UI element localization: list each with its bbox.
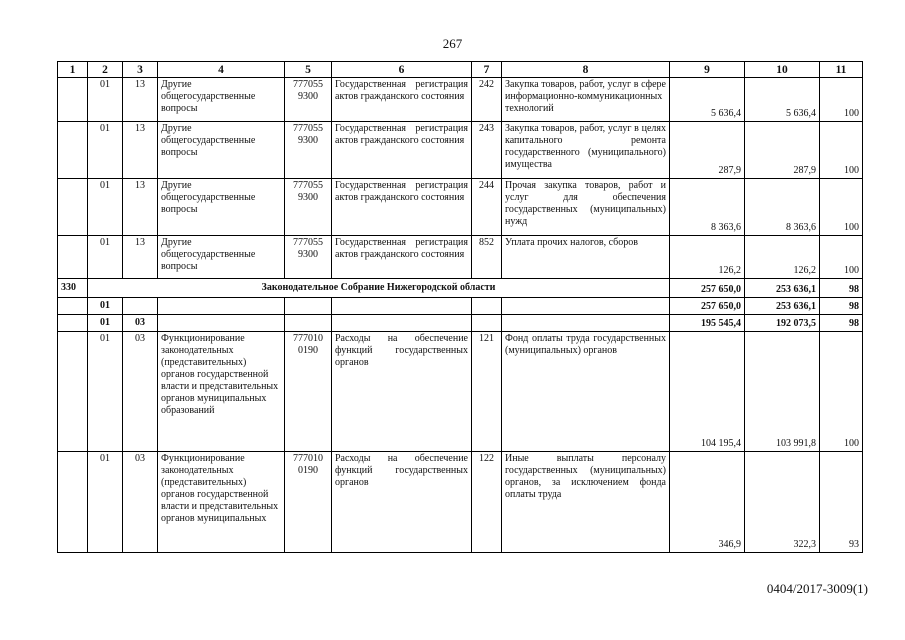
table-row xyxy=(58,236,863,279)
cell-section: 01 xyxy=(88,122,123,179)
cell-target-code: 777055 9300 xyxy=(285,122,332,179)
cell-subsection: 03 xyxy=(123,452,158,553)
table-row xyxy=(58,78,863,122)
cell-actual: 322,3 xyxy=(745,452,820,553)
col-header-3: 3 xyxy=(123,62,158,78)
cell-actual: 8 363,6 xyxy=(745,179,820,236)
cell-c6 xyxy=(332,298,472,315)
cell-c1 xyxy=(58,179,88,236)
cell-subsection-name: Другие общегосударственные вопросы xyxy=(158,122,285,179)
cell-c1 xyxy=(58,236,88,279)
section-code: 01 xyxy=(88,298,123,315)
page-number: 267 xyxy=(442,36,463,51)
org-planned: 257 650,0 xyxy=(670,279,745,298)
cell-expense-code: 242 xyxy=(472,78,502,122)
cell-c3 xyxy=(123,298,158,315)
cell-expense-name: Закупка товаров, работ, услуг в сфере информационно-коммуникационных технологий xyxy=(502,78,670,122)
cell-expense-code: 244 xyxy=(472,179,502,236)
org-percent: 98 xyxy=(820,279,863,298)
cell-expense-code: 121 xyxy=(472,332,502,452)
cell-subsection: 03 xyxy=(123,332,158,452)
cell-c4 xyxy=(158,315,285,332)
cell-c8 xyxy=(502,298,670,315)
cell-c7 xyxy=(472,315,502,332)
cell-target-name: Расходы на обеспечение функций государственных органов xyxy=(332,332,472,452)
cell-section: 01 xyxy=(88,332,123,452)
subsection-actual: 192 073,5 xyxy=(745,315,820,332)
cell-planned: 8 363,6 xyxy=(670,179,745,236)
section-actual: 253 636,1 xyxy=(745,298,820,315)
cell-target-code: 777010 0190 xyxy=(285,332,332,452)
col-header-10: 10 xyxy=(745,62,820,78)
cell-target-name: Государственная регистрация актов гражданского состояния xyxy=(332,236,472,279)
cell-planned: 5 636,4 xyxy=(670,78,745,122)
table-row xyxy=(58,332,863,452)
col-header-9: 9 xyxy=(670,62,745,78)
cell-section: 01 xyxy=(88,236,123,279)
cell-target-name: Расходы на обеспечение функций государственных органов xyxy=(332,452,472,553)
cell-target-code: 777055 9300 xyxy=(285,236,332,279)
org-total-row xyxy=(58,279,863,298)
cell-c7 xyxy=(472,298,502,315)
col-header-11: 11 xyxy=(820,62,863,78)
col-header-2: 2 xyxy=(88,62,123,78)
budget-table xyxy=(57,61,863,553)
subsection-percent: 98 xyxy=(820,315,863,332)
subsection-total-row xyxy=(58,315,863,332)
cell-subsection-name: Другие общегосударственные вопросы xyxy=(158,179,285,236)
col-header-7: 7 xyxy=(472,62,502,78)
table-row xyxy=(58,122,863,179)
cell-c1 xyxy=(58,298,88,315)
cell-subsection-name: Другие общегосударственные вопросы xyxy=(158,78,285,122)
cell-percent: 100 xyxy=(820,78,863,122)
subsection-code: 03 xyxy=(123,315,158,332)
cell-planned: 104 195,4 xyxy=(670,332,745,452)
cell-percent: 100 xyxy=(820,179,863,236)
cell-expense-code: 243 xyxy=(472,122,502,179)
cell-target-code: 777010 0190 xyxy=(285,452,332,553)
subsection-planned: 195 545,4 xyxy=(670,315,745,332)
cell-expense-name: Фонд оплаты труда государственных (муниципальных) органов xyxy=(502,332,670,452)
col-header-8: 8 xyxy=(502,62,670,78)
subsection-section-code: 01 xyxy=(88,315,123,332)
cell-target-name: Государственная регистрация актов гражданского состояния xyxy=(332,179,472,236)
cell-expense-code: 852 xyxy=(472,236,502,279)
cell-expense-name: Иные выплаты персоналу государственных (муниципальных) органов, за исключением фонда оплаты труда xyxy=(502,452,670,553)
cell-target-code: 777055 9300 xyxy=(285,179,332,236)
cell-percent: 100 xyxy=(820,332,863,452)
col-header-6: 6 xyxy=(332,62,472,78)
cell-planned: 126,2 xyxy=(670,236,745,279)
cell-c1 xyxy=(58,452,88,553)
cell-c1 xyxy=(58,78,88,122)
col-header-5: 5 xyxy=(285,62,332,78)
org-name: Законодательное Собрание Нижегородской области xyxy=(88,279,670,298)
cell-actual: 103 991,8 xyxy=(745,332,820,452)
cell-planned: 346,9 xyxy=(670,452,745,553)
cell-c1 xyxy=(58,122,88,179)
cell-subsection: 13 xyxy=(123,236,158,279)
cell-subsection-name: Функционирование законодательных (представительных) органов государственной власти и представительных органов муниципальных образований xyxy=(158,332,285,452)
cell-percent: 100 xyxy=(820,122,863,179)
section-total-row xyxy=(58,298,863,315)
cell-expense-name: Закупка товаров, работ, услуг в целях капитального ремонта государственного (муниципального) имущества xyxy=(502,122,670,179)
col-header-4: 4 xyxy=(158,62,285,78)
cell-expense-code: 122 xyxy=(472,452,502,553)
cell-section: 01 xyxy=(88,78,123,122)
cell-c4 xyxy=(158,298,285,315)
cell-percent: 100 xyxy=(820,236,863,279)
cell-expense-name: Уплата прочих налогов, сборов xyxy=(502,236,670,279)
cell-c8 xyxy=(502,315,670,332)
cell-subsection: 13 xyxy=(123,78,158,122)
cell-expense-name: Прочая закупка товаров, работ и услуг для обеспечения государственных (муниципальных) нужд xyxy=(502,179,670,236)
cell-target-name: Государственная регистрация актов гражданского состояния xyxy=(332,122,472,179)
header-row xyxy=(58,62,863,78)
cell-actual: 5 636,4 xyxy=(745,78,820,122)
cell-subsection-name: Функционирование законодательных (представительных) органов государственной власти и представительных органов муниципальных xyxy=(158,452,285,553)
table-row xyxy=(58,179,863,236)
cell-target-code: 777055 9300 xyxy=(285,78,332,122)
cell-actual: 287,9 xyxy=(745,122,820,179)
cell-percent: 93 xyxy=(820,452,863,553)
cell-c1 xyxy=(58,332,88,452)
table-row xyxy=(58,452,863,553)
cell-c6 xyxy=(332,315,472,332)
cell-actual: 126,2 xyxy=(745,236,820,279)
cell-subsection: 13 xyxy=(123,179,158,236)
section-planned: 257 650,0 xyxy=(670,298,745,315)
cell-c1 xyxy=(58,315,88,332)
cell-section: 01 xyxy=(88,179,123,236)
org-actual: 253 636,1 xyxy=(745,279,820,298)
cell-c5 xyxy=(285,298,332,315)
cell-c5 xyxy=(285,315,332,332)
cell-section: 01 xyxy=(88,452,123,553)
section-percent: 98 xyxy=(820,298,863,315)
cell-subsection-name: Другие общегосударственные вопросы xyxy=(158,236,285,279)
cell-planned: 287,9 xyxy=(670,122,745,179)
col-header-1: 1 xyxy=(58,62,88,78)
org-code: 330 xyxy=(58,279,88,298)
cell-target-name: Государственная регистрация актов гражданского состояния xyxy=(332,78,472,122)
document-code: 0404/2017-3009(1) xyxy=(766,581,868,596)
cell-subsection: 13 xyxy=(123,122,158,179)
